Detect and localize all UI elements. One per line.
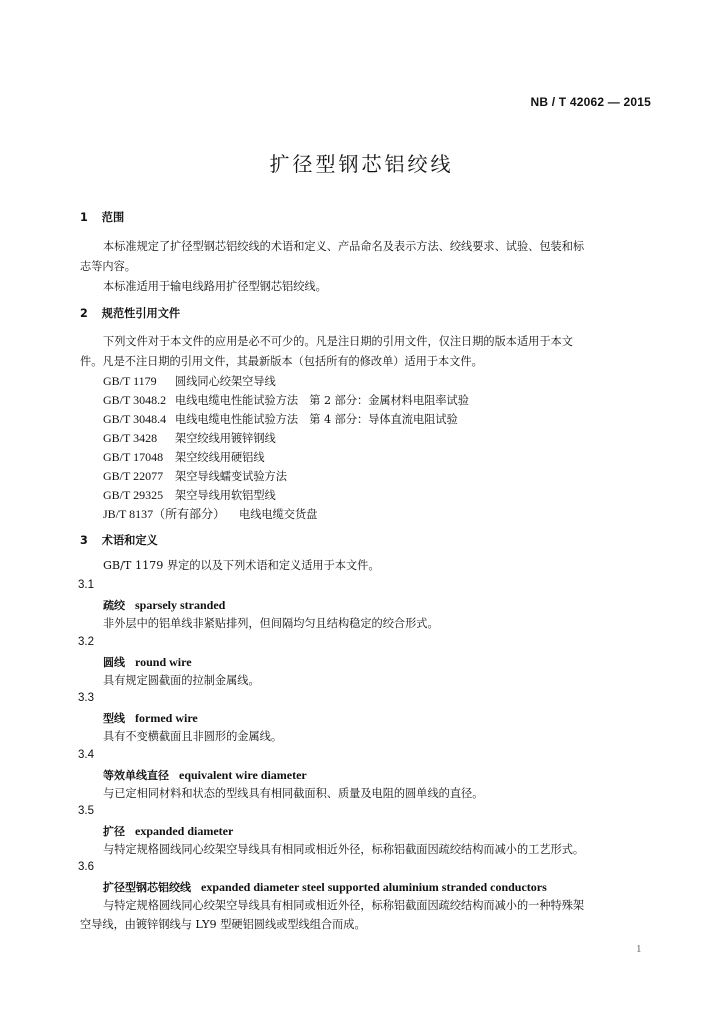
paragraph-line: 下列文件对于本文件的应用是必不可少的。凡是注日期的引用文件，仅注日期的版本适用于本文 (103, 335, 573, 348)
term-english: expanded diameter steel supported aluminium stranded conductors (201, 880, 547, 894)
reference-title: 圆线同心绞架空导线 (175, 375, 276, 388)
term-definition: 具有不变横截面且非圆形的金属线。 (103, 730, 283, 743)
standard-number: NB / T 42062 — 2015 (530, 95, 651, 109)
term-english: round wire (135, 655, 192, 669)
reference-title: 电线电缆电性能试验方法 第 2 部分：金属材料电阻率试验 (175, 394, 469, 407)
reference-code: GB/T 1179 (103, 374, 157, 388)
reference-title: 架空绞线用镀锌钢线 (175, 432, 276, 445)
section-1-heading (80, 212, 124, 223)
paragraph-line: 本标准规定了扩径型钢芯铝绞线的术语和定义、产品命名及表示方法、绞线要求、试验、包装和标 (103, 240, 585, 253)
reference-item (103, 375, 276, 387)
term-heading (103, 825, 233, 837)
term-number: 3.4 (78, 749, 94, 761)
term-number: 3.6 (78, 861, 94, 873)
reference-title: 架空导线蠕变试验方法 (175, 470, 287, 483)
reference-code: GB/T 3048.4 (103, 412, 167, 426)
reference-item (103, 489, 276, 501)
reference-code: GB/T 29325 (103, 488, 164, 502)
section-number: 2 (80, 307, 88, 320)
section-3-heading (80, 535, 158, 546)
reference-code: GB/T 22077 (103, 469, 164, 483)
term-definition: 非外层中的铝单线非紧贴排列，但间隔均匀且结构稳定的绞合形式。 (103, 617, 439, 630)
term-definition: 空导线，由镀锌钢线与 LY9 型硬铝圆线或型线组合而成。 (80, 918, 366, 931)
page-number: 1 (636, 943, 642, 955)
term-heading (103, 712, 198, 724)
reference-title: 架空绞线用硬铝线 (175, 451, 265, 464)
section-title: 范围 (101, 211, 125, 224)
term-chinese: 疏绞 (103, 599, 125, 612)
reference-item (103, 451, 265, 463)
term-heading (103, 599, 225, 611)
term-chinese: 圆线 (103, 656, 125, 669)
section-2-heading (80, 308, 180, 319)
paragraph-line: 志等内容。 (80, 260, 136, 273)
term-definition: 与已定相同材料和状态的型线具有相同截面积、质量及电阻的圆单线的直径。 (103, 787, 484, 800)
term-english: formed wire (135, 711, 198, 725)
paragraph-line: 件。凡是不注日期的引用文件，其最新版本（包括所有的修改单）适用于本文件。 (80, 355, 483, 368)
term-chinese: 扩径型钢芯铝绞线 (103, 881, 191, 894)
term-english: expanded diameter (135, 824, 234, 838)
reference-code: GB/T 17048 (103, 450, 164, 464)
term-english: sparsely stranded (135, 598, 226, 612)
term-number: 3.3 (78, 692, 94, 704)
term-heading (103, 769, 307, 781)
term-definition: 与特定规格圆线同心绞架空导线具有相同或相近外径，标称铝截面因疏绞结构而减小的工艺形式。 (103, 843, 585, 856)
term-heading (103, 656, 192, 668)
term-chinese: 等效单线直径 (103, 769, 169, 782)
document-title: 扩径型钢芯铝绞线 (269, 152, 454, 176)
reference-code: GB/T 3428 (103, 431, 158, 445)
term-number: 3.1 (78, 579, 94, 591)
reference-item (103, 470, 287, 482)
reference-item (103, 413, 458, 425)
term-number: 3.5 (78, 805, 94, 817)
reference-item (103, 508, 317, 520)
term-number: 3.2 (78, 636, 94, 648)
section-number: 3 (80, 534, 88, 547)
section-title: 术语和定义 (101, 534, 158, 547)
section-title: 规范性引用文件 (101, 307, 181, 320)
reference-title: 电线电缆电性能试验方法 第 4 部分：导体直流电阻试验 (175, 413, 458, 426)
reference-title: 架空导线用软铝型线 (175, 489, 276, 502)
reference-item (103, 432, 276, 444)
reference-title: 电线电缆交货盘 (239, 508, 318, 521)
paragraph-line: 本标准适用于输电线路用扩径型钢芯铝绞线。 (103, 280, 327, 293)
reference-code: GB/T 3048.2 (103, 393, 167, 407)
term-definition: 与特定规格圆线同心绞架空导线具有相同或相近外径，标称铝截面因疏绞结构而减小的一种特殊架 (103, 899, 585, 912)
reference-item (103, 394, 469, 406)
term-english: equivalent wire diameter (179, 768, 307, 782)
reference-code: JB/T 8137（所有部分） (103, 507, 226, 521)
term-chinese: 扩径 (103, 825, 125, 838)
section-number: 1 (80, 211, 88, 224)
term-chinese: 型线 (103, 712, 125, 725)
term-heading (103, 881, 547, 893)
term-definition: 具有规定圆截面的拉制金属线。 (103, 674, 260, 687)
paragraph-line: GB/T 1179 界定的以及下列术语和定义适用于本文件。 (103, 559, 380, 572)
